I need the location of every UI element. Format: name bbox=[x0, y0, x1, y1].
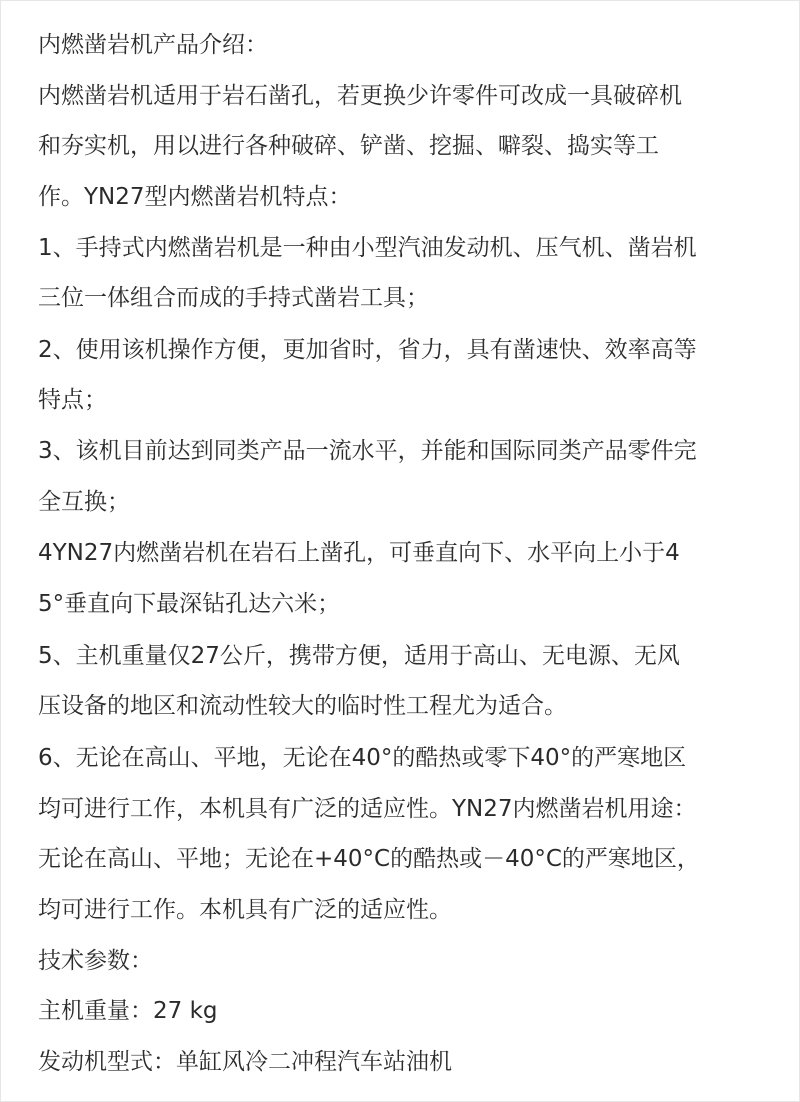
text-line: 主机重量：27 kg bbox=[38, 998, 218, 1024]
text-line: 无论在高山、平地；无论在+40°C的酷热或－40°C的严寒地区， bbox=[38, 846, 700, 872]
text-line: 技术参数： bbox=[38, 948, 153, 974]
text-line: 1、手持式内燃凿岩机是一种由小型汽油发动机、压气机、凿岩机 bbox=[38, 235, 697, 261]
text-line: 均可进行工作，本机具有广泛的适应性。YN27内燃凿岩机用途： bbox=[38, 796, 697, 822]
text-line: 均可进行工作。本机具有广泛的适应性。 bbox=[38, 897, 452, 923]
text-line: 2、使用该机操作方便，更加省时，省力，具有凿速快、效率高等 bbox=[38, 337, 697, 363]
text-line: 内燃凿岩机产品介绍： bbox=[38, 32, 268, 58]
text-line: 5°垂直向下最深钻孔达六米； bbox=[38, 591, 341, 617]
text-line: 全互换； bbox=[38, 489, 130, 515]
text-line: 作。YN27型内燃凿岩机特点： bbox=[38, 184, 352, 210]
text-line: 6、无论在高山、平地，无论在40°的酷热或零下40°的严寒地区 bbox=[38, 745, 687, 771]
text-line: 5、主机重量仅27公斤，携带方便，适用于高山、无电源、无风 bbox=[38, 643, 680, 669]
text-line: 压设备的地区和流动性较大的临时性工程尤为适合。 bbox=[38, 693, 567, 719]
text-line: 特点； bbox=[38, 387, 107, 413]
text-line: 发动机型式：单缸风冷二冲程汽车站油机 bbox=[38, 1049, 452, 1075]
text-line: 3、该机目前达到同类产品一流水平，并能和国际同类产品零件完 bbox=[38, 438, 697, 464]
text-line: 和夯实机，用以进行各种破碎、铲凿、挖掘、噼裂、捣实等工 bbox=[38, 133, 659, 159]
text-line: 4YN27内燃凿岩机在岩石上凿孔，可垂直向下、水平向上小于4 bbox=[38, 540, 680, 566]
text-line: 内燃凿岩机适用于岩石凿孔，若更换少许零件可改成一具破碎机 bbox=[38, 83, 682, 109]
text-line: 三位一体组合而成的手持式凿岩工具； bbox=[38, 285, 429, 311]
